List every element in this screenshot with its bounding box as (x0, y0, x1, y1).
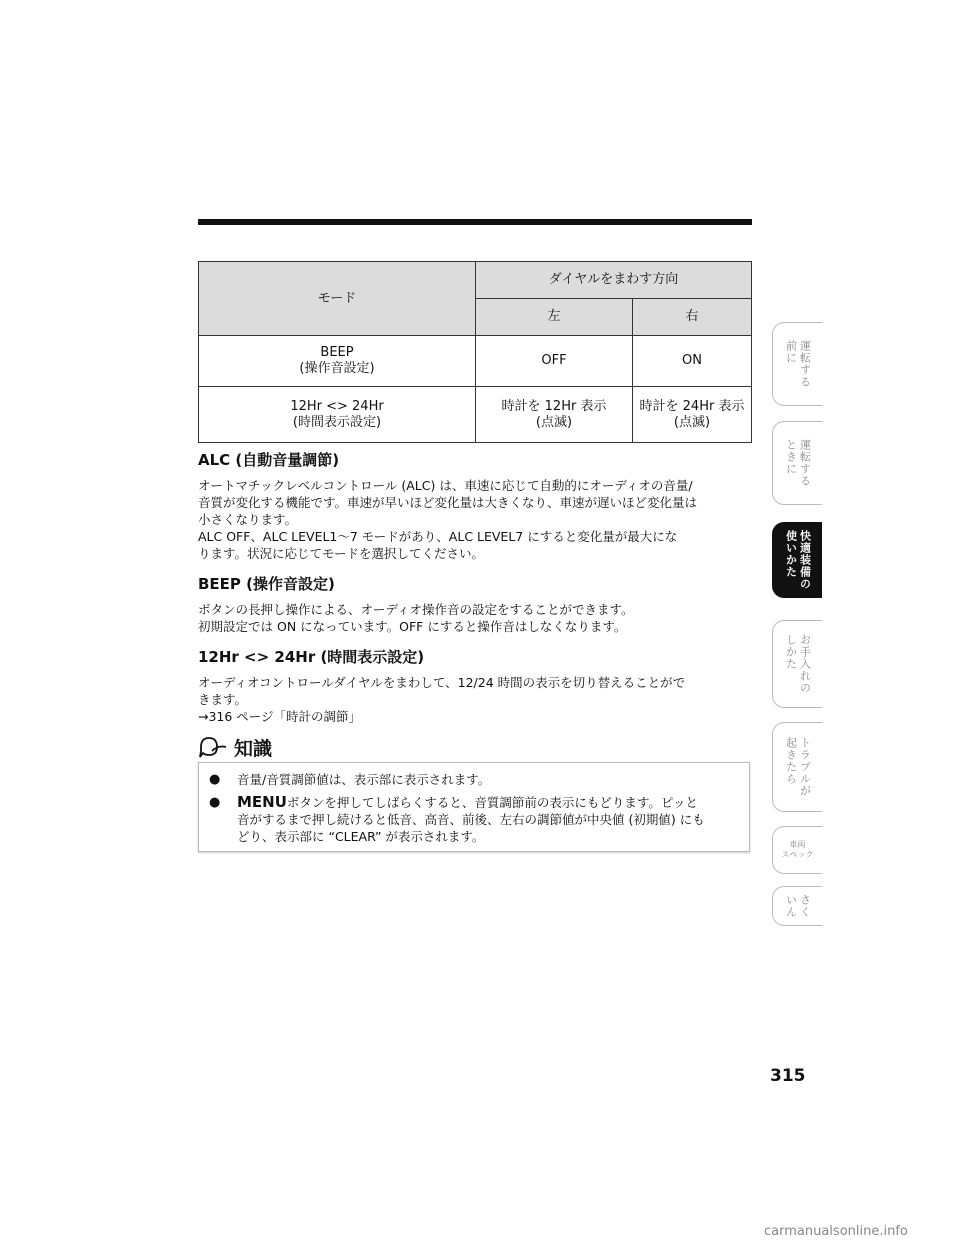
left-cell: 時計を 12Hr 表示 (点滅) (476, 387, 633, 443)
mode-cell: 12Hr <> 24Hr (時間表示設定) (199, 387, 476, 443)
tab-troubleshooting[interactable]: トラブルが 起きたら (772, 722, 822, 812)
right-cell: 時計を 24Hr 表示 (点滅) (633, 387, 752, 443)
tab-while-driving[interactable]: 運転する ときに (772, 421, 822, 505)
settings-table (198, 261, 752, 443)
header-rule (198, 219, 752, 225)
section-body: オートマチックレベルコントロール (ALC) は、車速に応じて自動的にオーディオの音量/ 音質が変化する機能です。車速が早いほど変化量は大きくなり、車速が遅いほど変化量は 小さくなります。 ALC OFF、ALC LEVEL1〜7 モードがあり、ALC LEVEL7 にすると変化量が最大にな ります。状況に応じてモードを選択してください。 (198, 478, 698, 561)
list-item: ● 音量/音質調節値は、表示部に表示されます。 (209, 772, 491, 787)
section-body: オーディオコントロールダイヤルをまわして、12/24 時間の表示を切り替えることがで きます。 →316 ページ「時計の調節」 (198, 675, 686, 724)
bullet-icon: ● (209, 772, 221, 787)
table-row (199, 387, 752, 443)
section-clock (198, 647, 754, 725)
section-body: ボタンの長押し操作による、オーディオ操作音の設定をすることができます。 初期設定では ON になっています。OFF にすると操作音はしなくなります。 (198, 602, 634, 634)
menu-key-label: MENU (237, 793, 287, 811)
section-title: ALC (自動音量調節) (198, 451, 340, 469)
main-content (198, 450, 754, 737)
section-title: 12Hr <> 24Hr (時間表示設定) (198, 648, 425, 666)
section-alc (198, 450, 754, 562)
right-header: 右 (633, 299, 752, 336)
knowledge-box (198, 762, 750, 852)
watermark: carmanualsonline.info (764, 1224, 908, 1239)
knowledge-heading (198, 734, 272, 760)
tab-comfort-features[interactable]: 快適装備の 使いかた (772, 522, 822, 598)
table-row (199, 336, 752, 387)
tab-vehicle-spec[interactable]: 車両 スペック (772, 826, 822, 874)
tab-maintenance[interactable]: お手入れの しかた (772, 620, 822, 708)
list-item: ● MENUボタンを押してしばらくすると、音質調節前の表示にもどります。ピッと 音がするまで押し続けると低音、高音、前後、左右の調節値が中央値 (初期値) にも どり、表示部に “CLEAR” が表示されます。 (209, 793, 705, 844)
left-cell: OFF (476, 336, 633, 387)
knowledge-title: 知識 (234, 737, 273, 760)
left-header: 左 (476, 299, 633, 336)
section-beep (198, 574, 754, 635)
knowledge-icon (198, 735, 228, 759)
mode-header: モード (199, 262, 476, 336)
bullet-icon: ● (209, 795, 221, 810)
right-cell: ON (633, 336, 752, 387)
tab-index[interactable]: さく いん (772, 886, 822, 926)
tab-before-driving[interactable]: 運転する 前に (772, 322, 822, 406)
page-number: 315 (770, 1066, 806, 1086)
section-title: BEEP (操作音設定) (198, 575, 335, 593)
mode-cell: BEEP (操作音設定) (199, 336, 476, 387)
dial-direction-header: ダイヤルをまわす方向 (476, 262, 752, 299)
